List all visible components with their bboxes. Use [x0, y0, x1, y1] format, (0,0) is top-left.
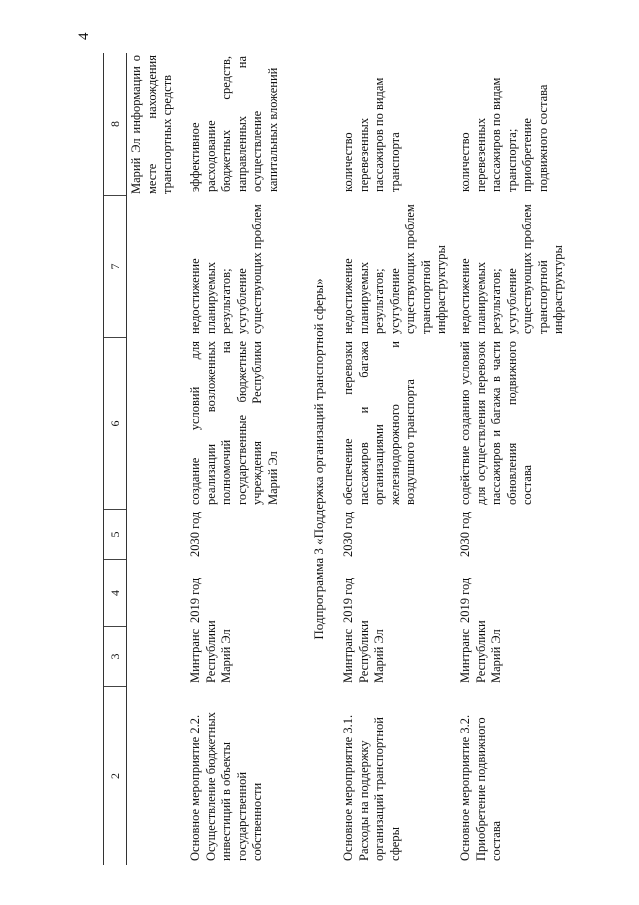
header-col-8: 8 — [104, 53, 126, 196]
page-number: 4 — [76, 32, 92, 40]
row3-col6: содействие созданию условий для осуществления перевозок пассажиров и багажа в части обновления подвижного состава — [458, 341, 534, 505]
continuation-cell: Марий Эл информации о месте нахождения транспортных средств — [129, 55, 174, 194]
header-col-4: 4 — [104, 560, 126, 627]
header-col-3: 3 — [104, 627, 126, 687]
row3-col2: Основное мероприятие 3.2. Приобретение подвижного состава — [458, 714, 503, 861]
row3-col8: количество перевезенных пассажиров по видам транспорта; приобретение подвижного состава — [458, 77, 550, 192]
row1-col5: 2030 год — [188, 511, 202, 557]
row2-col7: недостижение планируемых результатов; усугубление существующих проблем транспортной инфраструктуры — [341, 204, 448, 334]
subprogram-title: Подпрограмма 3 «Поддержка организаций транспортной сферы» — [311, 278, 326, 640]
row1-col2: Основное мероприятие 2.2. Осуществление бюджетных инвестиций в объекты государственной собственности — [188, 712, 264, 861]
row1-col6: создание условий для реализации возложенных полномочий на государственные бюджетные учреждения Республики Марий Эл — [188, 341, 280, 505]
header-col-2: 2 — [108, 773, 122, 779]
header-col-5: 5 — [104, 510, 126, 560]
row2-col5: 2030 год — [341, 511, 355, 557]
row1-col3: Минтранс Республики Марий Эл — [188, 620, 233, 683]
row1-col8: эффективное расходование бюджетных средств, направленных на осуществление капитальных вложений — [188, 56, 280, 192]
row2-col6: обеспечение перевозки пассажиров и багажа организациями железнодорожного и воздушного транспорта — [341, 341, 417, 505]
row1-col7: недостижение планируемых результатов; усугубление существующих проблем — [188, 204, 264, 334]
row3-col5: 2030 год — [458, 511, 472, 557]
row2-col8: количество перевезенных пассажиров по видам транспорта — [341, 77, 402, 192]
row1-col4: 2019 год — [188, 577, 202, 623]
row3-col4: 2019 год — [458, 577, 472, 623]
row3-col3: Минтранс Республики Марий Эл — [458, 620, 503, 683]
row2-col4: 2019 год — [341, 577, 355, 623]
table-header — [103, 53, 127, 865]
rotated-table — [103, 53, 571, 865]
row3-col7: недостижение планируемых результатов; усугубление существующих проблем транспортной инфраструктуры — [458, 204, 565, 334]
header-col-7: 7 — [104, 196, 126, 338]
row2-col2: Основное мероприятие 3.1. Расходы на поддержку организаций транспортной сферы — [341, 714, 402, 861]
row2-col3: Минтранс Республики Марий Эл — [341, 620, 386, 683]
header-col-6: 6 — [104, 338, 126, 510]
